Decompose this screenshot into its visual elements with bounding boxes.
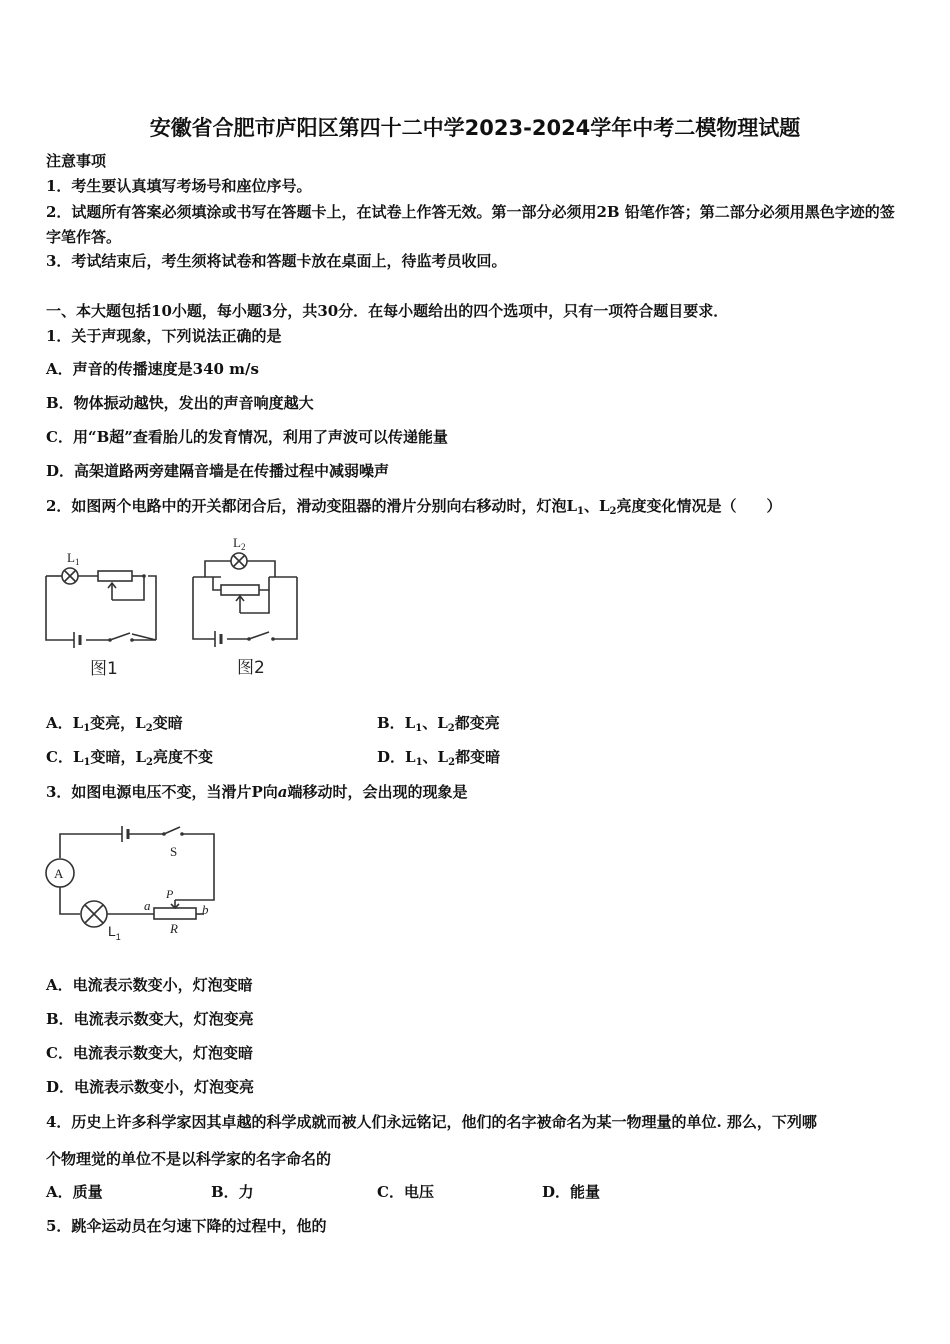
ammeter-label: A bbox=[54, 866, 64, 881]
fig2-caption: 图2 bbox=[237, 658, 265, 678]
q2-option-d: D．$L_1$、$L_2$都变暗 bbox=[377, 748, 501, 768]
notice-item-2: 2．试题所有答案必须填涂或书写在答题卡上，在试卷上作答无效。第一部分必须用2B 铅笔作答；第二部分必须用黑色字迹的签字笔作答。 bbox=[46, 203, 895, 246]
notice-heading: 注意事项 bbox=[46, 152, 107, 170]
q3-option-b: B．电流表示数变大，灯泡变亮 bbox=[46, 1010, 254, 1028]
resistor-r-label: R bbox=[170, 921, 178, 936]
notice-item-1: 1．考生要认真填写考场号和座位序号。 bbox=[46, 177, 312, 195]
q2-option-b: B．$L_1$、$L_2$都变亮 bbox=[377, 714, 500, 734]
notice-item-3: 3．考试结束后，考生须将试卷和答题卡放在桌面上，待监考员收回。 bbox=[46, 252, 507, 270]
q2-option-a: A．$L_1$变亮，$L_2$变暗 bbox=[46, 714, 183, 734]
q2-stem: 2．如图两个电路中的开关都闭合后，滑动变阻器的滑片分别向右移动时，灯泡$L_1$、$L_2$亮度变化情况是（ ） bbox=[46, 497, 782, 517]
fig2-lamp-label: $L_2$ bbox=[233, 535, 246, 552]
q3-option-d: D．电流表示数变小，灯泡变亮 bbox=[46, 1078, 255, 1096]
q2-figure-1 bbox=[40, 540, 170, 680]
q1-option-b: B．物体振动越快，发出的声音响度越大 bbox=[46, 394, 314, 412]
q1-option-a: A．声音的传播速度是340 m/s bbox=[46, 360, 259, 378]
page-title: 安徽省合肥市庐阳区第四十二中学2023-2024学年中考二模物理试题 bbox=[149, 116, 801, 140]
q4-option-c: C．电压 bbox=[377, 1183, 434, 1201]
q4-stem-line-1: 4．历史上许多科学家因其卓越的科学成就而被人们永远铭记，他们的名字被命名为某一物理量的单位. 那么，下列哪 bbox=[46, 1113, 817, 1131]
fig1-caption: 图1 bbox=[90, 659, 118, 679]
q2-figure-2 bbox=[185, 533, 310, 681]
q4-option-a: A．质量 bbox=[46, 1183, 103, 1201]
end-b-label: b bbox=[202, 902, 209, 917]
section-heading: 一、本大题包括10小题，每小题3分，共30分．在每小题给出的四个选项中，只有一项符合题目要求． bbox=[46, 302, 729, 320]
q4-option-d: D．能量 bbox=[542, 1183, 601, 1201]
q1-option-d: D．高架道路两旁建隔音墙是在传播过程中减弱噪声 bbox=[46, 462, 390, 480]
q3-stem: 3．如图电源电压不变，当滑片P向a端移动时，会出现的现象是 bbox=[46, 783, 468, 801]
q1-option-c: C．用“B超”查看胎儿的发育情况，利用了声波可以传递能量 bbox=[46, 428, 448, 446]
q4-stem-line-2: 个物理觉的单位不是以科学家的名字命名的 bbox=[46, 1150, 332, 1168]
switch-label: S bbox=[170, 844, 178, 859]
fig1-lamp-label: $L_1$ bbox=[67, 550, 80, 567]
end-a-label: a bbox=[144, 898, 151, 913]
q3-circuit-figure bbox=[42, 818, 227, 943]
lamp-label: $L_1$ bbox=[108, 923, 121, 942]
slider-p-label: P bbox=[166, 887, 174, 901]
q4-option-b: B．力 bbox=[211, 1183, 254, 1201]
q5-stem: 5．跳伞运动员在匀速下降的过程中，他的 bbox=[46, 1217, 327, 1235]
q1-stem: 1．关于声现象，下列说法正确的是 bbox=[46, 327, 282, 345]
q3-option-a: A．电流表示数变小，灯泡变暗 bbox=[46, 976, 253, 994]
q2-option-c: C．$L_1$变暗，$L_2$亮度不变 bbox=[46, 748, 214, 768]
q3-option-c: C．电流表示数变大，灯泡变暗 bbox=[46, 1044, 253, 1062]
